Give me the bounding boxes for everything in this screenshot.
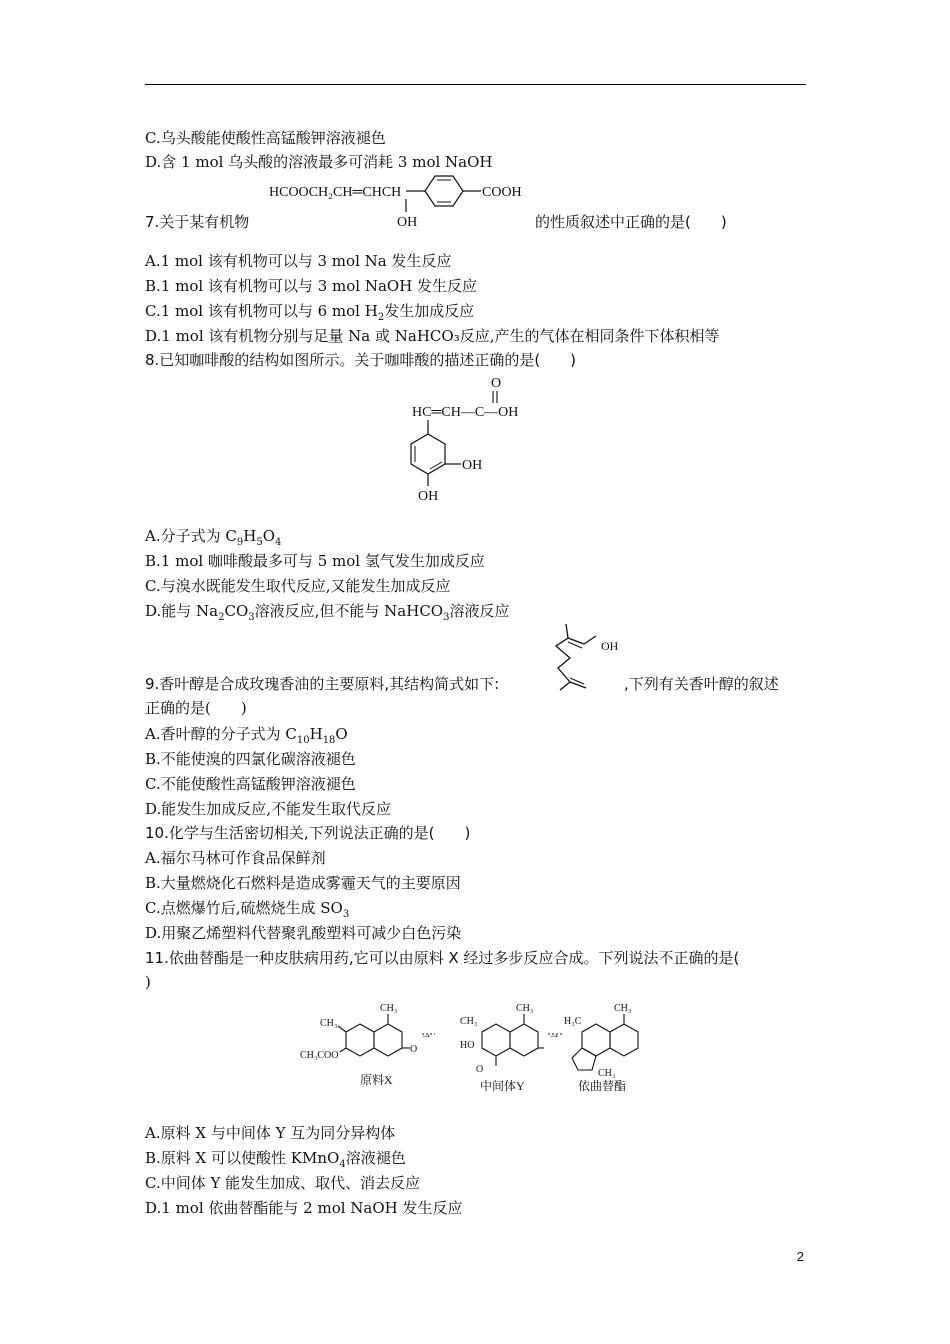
q8-option-a-sub3: 4 bbox=[275, 537, 282, 548]
page-number: 2 bbox=[796, 1249, 804, 1264]
q8-option-d-mid: 溶液反应,但不能与 NaHCO bbox=[254, 602, 444, 620]
q7-option-c bbox=[145, 301, 474, 328]
q7-structure-figure bbox=[265, 172, 545, 234]
q8-option-a-o: O bbox=[262, 527, 276, 545]
q10-option-c bbox=[145, 898, 349, 925]
q7-option-c-sub: 2 bbox=[377, 312, 385, 323]
q8-option-a-h: H bbox=[243, 527, 257, 545]
q8-option-d-sub1: 2 bbox=[218, 612, 225, 623]
q9-stem-start: 9.香叶醇是合成玫瑰香油的主要原料,其结构简式如下: bbox=[145, 675, 500, 693]
q8-option-a bbox=[145, 526, 281, 553]
q9-option-d: D.能发生加成反应,不能发生取代反应 bbox=[145, 800, 392, 818]
q11-compound-x bbox=[300, 1003, 417, 1087]
q11-option-a: A.原料 X 与中间体 Y 互为同分异构体 bbox=[145, 1124, 396, 1142]
q9-option-a-sub1: 10 bbox=[296, 735, 310, 746]
q11-y-acetyl-o: O bbox=[476, 1064, 484, 1075]
q11-synthesis-figure bbox=[300, 994, 650, 1098]
q8-oh-para: OH bbox=[418, 489, 439, 504]
q7-formula-chain: HCOOCH₂CH═CHCH bbox=[269, 185, 402, 200]
q6-option-c: C.乌头酸能使酸性高锰酸钾溶液褪色 bbox=[145, 129, 386, 147]
q7-option-c-text: C.1 mol 该有机物可以与 6 mol H bbox=[145, 302, 378, 320]
q9-option-c: C.不能使酸性高锰酸钾溶液褪色 bbox=[145, 775, 356, 793]
q8-option-d bbox=[145, 601, 510, 628]
q11-label-x: 原料X bbox=[360, 1073, 393, 1087]
q11-y-ho: HO bbox=[460, 1040, 475, 1051]
q11-label-y: 中间体Y bbox=[480, 1079, 525, 1093]
q11-z-ch3-top: CH₃ bbox=[614, 1003, 632, 1014]
q8-chain: HC═CH—C—OH bbox=[412, 405, 519, 420]
q11-intermediate-y bbox=[460, 1003, 544, 1093]
q9-option-a-text: A.香叶醇的分子式为 C bbox=[145, 725, 297, 743]
q10-option-b: B.大量燃烧化石燃料是造成雾霾天气的主要原因 bbox=[145, 874, 461, 892]
q8-option-d-co: CO bbox=[224, 602, 249, 620]
q11-option-b-tail: 溶液褪色 bbox=[345, 1149, 406, 1167]
q8-option-a-sub2: 5 bbox=[256, 537, 263, 548]
q11-z-h3c: H₃C bbox=[564, 1016, 582, 1027]
q10-stem: 10.化学与生活密切相关,下列说法正确的是( ) bbox=[145, 824, 471, 842]
q11-arrow-2: → bbox=[548, 1027, 560, 1041]
q8-stem: 8.已知咖啡酸的结构如图所示。关于咖啡酸的描述正确的是( ) bbox=[145, 351, 577, 369]
q11-x-ch3-top: CH₃ bbox=[380, 1003, 398, 1014]
q8-option-d-tail: 溶液反应 bbox=[449, 602, 510, 620]
q11-arrow-1: → bbox=[420, 1027, 432, 1041]
q8-option-b: B.1 mol 咖啡酸最多可与 5 mol 氢气发生加成反应 bbox=[145, 552, 485, 570]
q10-option-c-sub: 3 bbox=[342, 909, 350, 920]
q11-y-ch3-top: CH₃ bbox=[516, 1003, 534, 1014]
q11-option-b bbox=[145, 1148, 406, 1175]
q11-x-acetoxy: CH₃COO bbox=[300, 1050, 339, 1061]
q11-x-o: O bbox=[410, 1044, 418, 1055]
q6-option-d: D.含 1 mol 乌头酸的溶液最多可消耗 3 mol NaOH bbox=[145, 153, 493, 171]
q9-option-a bbox=[145, 724, 348, 751]
header-rule bbox=[145, 84, 806, 85]
q11-product bbox=[564, 1003, 638, 1093]
q9-stem-end: ,下列有关香叶醇的叙述 bbox=[624, 675, 779, 693]
q10-option-d: D.用聚乙烯塑料代替聚乳酸塑料可减少白色污染 bbox=[145, 924, 462, 942]
q11-option-b-text: B.原料 X 可以使酸性 KMnO bbox=[145, 1149, 340, 1167]
q7-formula-oh: OH bbox=[397, 215, 418, 230]
q8-option-c: C.与溴水既能发生取代反应,又能发生加成反应 bbox=[145, 577, 451, 595]
q9-figure-oh: OH bbox=[601, 639, 619, 653]
q8-option-a-sub1: 9 bbox=[236, 537, 244, 548]
q11-option-d: D.1 mol 依曲替酯能与 2 mol NaOH 发生反应 bbox=[145, 1199, 463, 1217]
q9-option-a-o: O bbox=[335, 725, 348, 743]
q11-stem-tail: ) bbox=[145, 973, 151, 991]
q9-option-a-sub2: 18 bbox=[322, 735, 336, 746]
q7-option-c-tail: 发生加成反应 bbox=[384, 302, 475, 320]
q9-option-a-h: H bbox=[309, 725, 323, 743]
q8-option-d-sub3: 3 bbox=[443, 612, 450, 623]
q11-option-c: C.中间体 Y 能发生加成、取代、消去反应 bbox=[145, 1174, 421, 1192]
q10-option-c-text: C.点燃爆竹后,硫燃烧生成 SO bbox=[145, 899, 343, 917]
q8-option-a-text: A.分子式为 C bbox=[145, 527, 237, 545]
q7-option-a: A.1 mol 该有机物可以与 3 mol Na 发生反应 bbox=[145, 252, 452, 270]
q7-option-d: D.1 mol 该有机物分别与足量 Na 或 NaHCO₃反应,产生的气体在相同条件下体积相等 bbox=[145, 327, 720, 345]
q11-x-ch3-left: CH₃ bbox=[320, 1018, 338, 1029]
q11-stem: 11.依曲替酯是一种皮肤病用药,它可以由原料 X 经过多步反应合成。下列说法不正确的是( bbox=[145, 949, 740, 967]
q9-geraniol-figure bbox=[548, 620, 633, 692]
q8-oh-meta: OH bbox=[462, 458, 483, 473]
q8-option-d-text: D.能与 Na bbox=[145, 602, 219, 620]
q8-caffeic-acid-figure bbox=[405, 372, 555, 507]
q7-formula-cooh: COOH bbox=[482, 185, 522, 200]
q7-stem-start: 7.关于某有机物 bbox=[145, 213, 250, 231]
q8-carbonyl-o: O bbox=[491, 376, 502, 391]
q7-stem-end: 的性质叙述中正确的是( ) bbox=[535, 213, 727, 231]
q11-label-z: 依曲替酯 bbox=[578, 1079, 627, 1093]
q11-z-ch3-bottom: CH₃ bbox=[598, 1068, 616, 1079]
q11-y-ch3-left: CH₃ bbox=[460, 1016, 478, 1027]
q9-stem-continued: 正确的是( ) bbox=[145, 699, 247, 717]
q10-option-a: A.福尔马林可作食品保鲜剂 bbox=[145, 849, 326, 867]
q7-option-b: B.1 mol 该有机物可以与 3 mol NaOH 发生反应 bbox=[145, 277, 478, 295]
q11-option-b-sub: 4 bbox=[339, 1159, 346, 1170]
q8-option-d-sub2: 3 bbox=[248, 612, 255, 623]
q9-option-b: B.不能使溴的四氯化碳溶液褪色 bbox=[145, 750, 356, 768]
